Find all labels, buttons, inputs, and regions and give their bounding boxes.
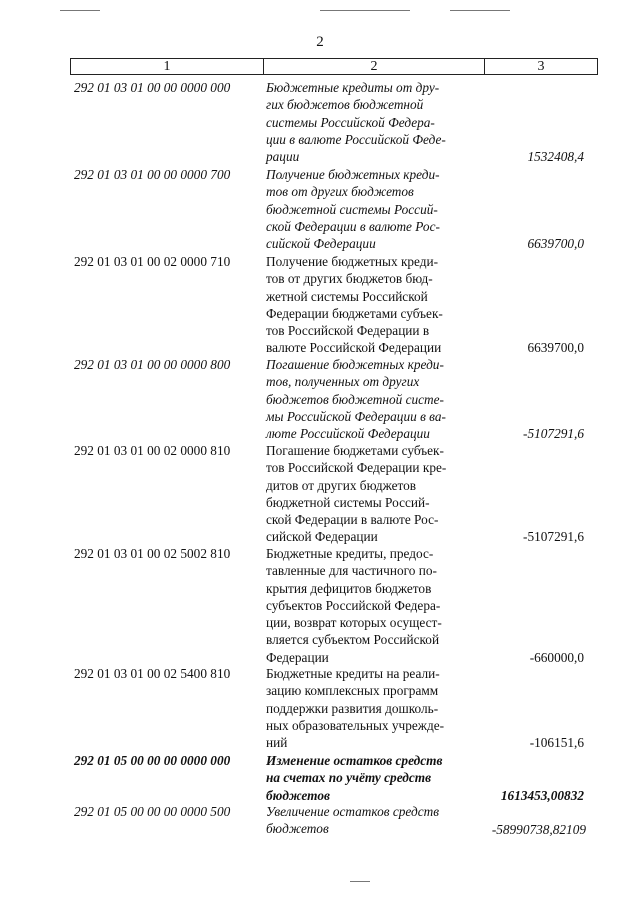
scan-speck <box>320 10 410 11</box>
scan-speck <box>60 10 100 11</box>
scan-speck <box>450 10 510 11</box>
row-amount: -5107291,6 <box>523 426 584 441</box>
budget-code: 292 01 03 01 00 00 0000 700 <box>74 167 231 182</box>
table-row <box>70 442 598 546</box>
row-amount: -5107291,6 <box>523 529 584 544</box>
row-description: Бюджетные кредиты, предос- тавленные для частичного по- крытия дефицитов бюджетов субъектов Российской Федера- ции, возврат которых осущест- вляется субъектом Российской Федерации <box>266 546 442 665</box>
table-row <box>70 545 598 667</box>
column-header-2: 2 <box>264 59 485 74</box>
budget-code: 292 01 05 00 00 00 0000 500 <box>74 804 231 819</box>
row-description: Бюджетные кредиты на реали- зацию комплексных программ поддержки развития дошколь- ных образовательных учрежде- ний <box>266 666 445 751</box>
column-header-3: 3 <box>537 58 545 74</box>
table-row <box>70 253 598 357</box>
budget-code: 292 01 05 00 00 00 0000 000 <box>74 753 231 768</box>
table-row <box>70 166 598 254</box>
row-description: Погашение бюджетных креди- тов, полученных от других бюджетов бюджетной систе- мы Российской Федерации в ва- люте Российской Федерации <box>266 357 446 442</box>
row-description: Бюджетные кредиты от дру- гих бюджетов бюджетной системы Российской Федера- ции в валюте Российской Феде- рации <box>266 80 446 165</box>
row-amount: -58990738,82109 <box>491 822 586 837</box>
table-row <box>70 356 598 444</box>
row-amount: 1532408,4 <box>527 149 584 164</box>
budget-code: 292 01 03 01 00 02 5400 810 <box>74 666 231 681</box>
table-row <box>70 665 598 753</box>
budget-code: 292 01 03 01 00 02 5002 810 <box>74 546 231 561</box>
row-description: Изменение остатков средств на счетах по учёту средств бюджетов <box>266 753 443 803</box>
row-amount: 1613453,00832 <box>500 788 584 803</box>
table-row <box>70 79 598 167</box>
row-description: Получение бюджетных креди- тов от других бюджетов бюд- жетной системы Российской Федерации бюджетами субъек- тов Российской Федерации в валюте Российской Федерации <box>266 254 443 356</box>
row-description: Увеличение остатков средств бюджетов <box>266 804 439 837</box>
row-amount: -660000,0 <box>529 650 584 665</box>
row-amount: -106151,6 <box>529 735 584 750</box>
budget-code: 292 01 03 01 00 02 0000 710 <box>74 254 231 269</box>
budget-code: 292 01 03 01 00 02 0000 810 <box>74 443 231 458</box>
row-description: Получение бюджетных креди- тов от других бюджетов бюджетной системы Россий- ской Федерации в валюте Рос- сийской Федерации <box>266 167 440 252</box>
budget-code: 292 01 03 01 00 00 0000 000 <box>74 80 231 95</box>
scan-speck <box>350 881 370 882</box>
page-number: 2 <box>316 34 324 50</box>
row-amount: 6639700,0 <box>527 236 584 251</box>
column-header-1: 1 <box>71 59 264 74</box>
budget-code: 292 01 03 01 00 00 0000 800 <box>74 357 231 372</box>
row-description: Погашение бюджетами субъек- тов Российской Федерации кре- дитов от других бюджетов бюджетной системы Россий- ской Федерации в валюте Рос- сийской Федерации <box>266 443 447 545</box>
table-row <box>70 752 598 804</box>
table-row <box>70 803 598 839</box>
table-header <box>70 58 598 75</box>
row-amount: 6639700,0 <box>527 340 584 355</box>
